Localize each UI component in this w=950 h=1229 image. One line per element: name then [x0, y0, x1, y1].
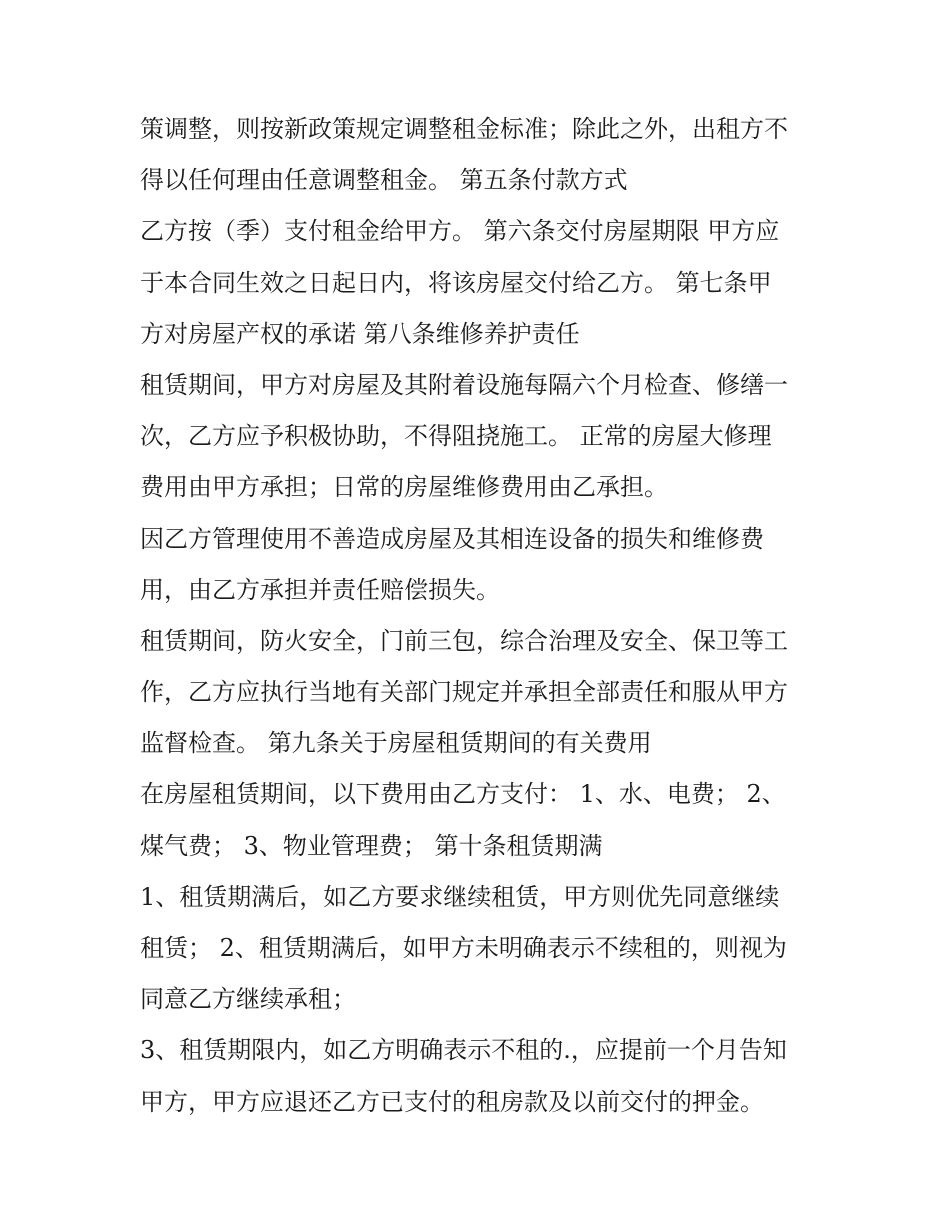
text-line-18: 同意乙方继续承租；	[140, 985, 356, 1014]
text-line-4: 于本合同生效之日起日内，将该房屋交付给乙方。 第七条甲	[140, 268, 772, 297]
text-line-11: 租赁期间，防火安全，门前三包，综合治理及安全、保卫等工	[140, 626, 788, 655]
text-line-16: 1、租赁期满后，如乙方要求继续租赁，甲方则优先同意继续	[140, 882, 780, 911]
contract-text	[140, 104, 820, 1128]
text-line-17: 租赁； 2、租赁期满后，如甲方未明确表示不续租的，则视为	[140, 934, 787, 962]
text-line-14: 在房屋租赁期间，以下费用由乙方支付： 1、水、电费； 2、	[140, 780, 786, 809]
text-line-7: 次，乙方应予积极协助，不得阻挠施工。 正常的房屋大修理	[140, 422, 772, 451]
text-line-1: 策调整，则按新政策规定调整租金标准；除此之外，出租方不	[140, 115, 788, 143]
text-line-19: 3、租赁期限内，如乙方明确表示不租的.，应提前一个月告知	[140, 1036, 787, 1065]
text-line-5: 方对房屋产权的承诺 第八条维修养护责任	[140, 319, 580, 348]
text-line-15: 煤气费； 3、物业管理费； 第十条租赁期满	[140, 831, 603, 860]
text-line-20: 甲方，甲方应退还乙方已支付的租房款及以前交付的押金。	[140, 1087, 764, 1116]
text-line-2: 得以任何理由任意调整租金。 第五条付款方式	[140, 166, 628, 195]
text-line-9: 因乙方管理使用不善造成房屋及其相连设备的损失和维修费	[140, 524, 764, 553]
text-line-8: 费用由甲方承担；日常的房屋维修费用由乙承担。	[140, 473, 668, 502]
text-line-10: 用，由乙方承担并责任赔偿损失。	[140, 575, 500, 604]
text-line-12: 作，乙方应执行当地有关部门规定并承担全部责任和服从甲方	[140, 678, 788, 707]
text-line-3: 乙方按（季）支付租金给甲方。 第六条交付房屋期限 甲方应	[140, 217, 780, 246]
text-line-6: 租赁期间，甲方对房屋及其附着设施每隔六个月检查、修缮一	[140, 370, 788, 399]
text-line-13: 监督检查。 第九条关于房屋租赁期间的有关费用	[140, 729, 652, 758]
